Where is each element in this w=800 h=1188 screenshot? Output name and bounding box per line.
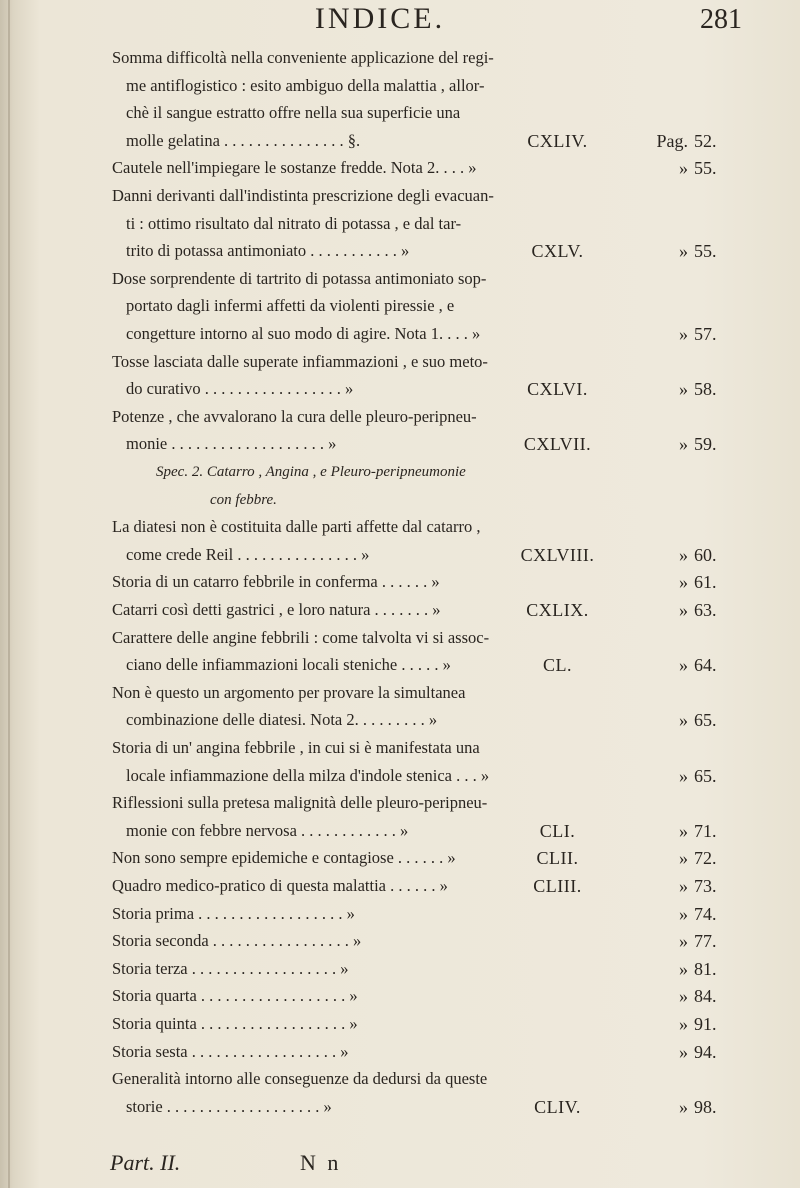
index-line [0,543,800,567]
index-line [0,1040,800,1064]
entry-text: Spec. 2. Catarro , Angina , e Pleuro-peripneumonie [156,464,466,480]
page-reference [650,156,740,180]
page-reference [650,957,740,981]
part-label: Part. II. [110,1150,181,1175]
paragraph-number: CL. [542,655,572,676]
page-value: 64. [694,655,717,676]
ditto-mark: » [679,986,688,1007]
index-line [0,791,800,815]
page-value: 61. [694,572,717,593]
index-line [0,736,800,760]
page-reference [650,432,740,456]
index-line [0,598,800,622]
entry-text: Somma difficoltà nella conveniente applicazione del regi- [112,48,494,67]
page-reference [650,984,740,1008]
paragraph-number: CXLVI. [527,379,588,400]
entry-text: locale infiammazione della milza d'indole stenica . . . » [126,765,490,785]
index-line [0,432,800,456]
ditto-mark: » [679,1014,688,1034]
paragraph-number: CLIV. [534,1096,581,1117]
page-reference [650,708,740,732]
page-value: 91. [694,1014,717,1034]
page-value: 84. [694,986,717,1007]
paragraph-number: CXLIV. [527,130,588,151]
page-value: 65. [694,765,717,786]
index-line [0,1095,800,1119]
section-heading-line [0,460,800,484]
page-reference [650,846,740,870]
entry-text: ti : ottimo risultato dal nitrato di potassa , e dal tar- [126,213,462,233]
ditto-mark: » [679,931,688,952]
entry-text: do curativo . . . . . . . . . . . . . . . . . » [126,379,354,399]
page-value: 55. [694,158,717,179]
entry-text: come crede Reil . . . . . . . . . . . . . . . » [126,544,370,564]
page-reference [650,322,740,346]
page-reference [650,1012,740,1036]
paragraph-number: CXLVIII. [520,544,595,565]
page-reference [650,239,740,263]
page-reference [650,929,740,953]
ditto-mark: » [679,324,688,344]
index-line [0,653,800,677]
page-reference [650,902,740,926]
entry-text: Storia terza . . . . . . . . . . . . . . . . . . » [112,958,349,978]
paragraph-number: CLIII. [533,876,582,896]
entry-text: Storia sesta . . . . . . . . . . . . . . . . . . » [112,1041,349,1061]
page-title: INDICE. [314,2,446,35]
index-line [0,267,800,291]
entry-text: Potenze , che avvalorano la cura delle pleuro-peripneu- [112,406,477,426]
page-value: 71. [694,820,717,841]
ditto-mark: » [679,434,688,455]
paragraph-number: CLII. [536,848,579,869]
page-reference [650,819,740,843]
index-line [0,929,800,953]
entry-text: Storia di un catarro febbrile in conferma . . . . . . » [112,572,440,592]
index-line [0,764,800,788]
entry-text: trito di potassa antimoniato . . . . . . . . . . . » [126,241,410,261]
page-value: 81. [694,958,717,979]
entry-text: monie . . . . . . . . . . . . . . . . . . . » [126,434,337,454]
index-line [0,405,800,429]
page-value: 72. [694,848,717,869]
index-line [0,156,800,180]
paragraph-number: CLI. [539,820,576,841]
entry-text: me antiflogistico : esito ambiguo della malattia , allor- [126,75,485,95]
entry-text: Storia di un' angina febbrile , in cui si è manifestata una [112,738,480,757]
index-line [0,570,800,594]
entry-text: portato dagli infermi affetti da violenti piressie , e [126,296,455,316]
page-value: 65. [694,710,717,731]
entry-text: Cautele nell'impiegare le sostanze fredde. Nota 2. . . . » [112,158,477,178]
entry-text: Quadro medico-pratico di questa malattia . . . . . . » [112,876,448,895]
index-line [0,350,800,374]
signature-mark: N n [300,1150,342,1175]
page-reference [650,570,740,594]
entry-text: storie . . . . . . . . . . . . . . . . . . . » [126,1096,332,1116]
page-reference [650,598,740,622]
index-line [0,46,800,70]
page-value: 77. [694,931,717,952]
index-line [0,322,800,346]
page-value: 57. [694,324,717,344]
ditto-mark: » [679,820,688,841]
index-line [0,101,800,125]
entry-text: Riflessioni sulla pretesa malignità delle pleuro-peripneu- [112,793,488,813]
section-heading-line [0,488,800,512]
page-reference [650,764,740,788]
ditto-mark: » [679,544,688,565]
ditto-mark: » [679,655,688,676]
page-value: 52. [694,130,717,151]
index-line [0,902,800,926]
entry-text: ciano delle infiammazioni locali steniche . . . . . » [126,655,451,675]
index-line [0,515,800,539]
page-value: 60. [694,544,717,565]
index-line [0,874,800,898]
index-line [0,377,800,401]
entry-text: Non sono sempre epidemiche e contagiose . . . . . . » [112,848,456,868]
index-line [0,239,800,263]
page-value: 98. [694,1096,717,1117]
ditto-mark: » [679,241,688,262]
entry-text: Dose sorprendente di tartrito di potassa antimoniato sop- [112,268,487,288]
entry-text: combinazione delle diatesi. Nota 2. . . . . . . . . » [126,710,438,730]
ditto-mark: » [679,710,688,731]
index-line [0,1067,800,1091]
ditto-mark: » [679,1041,688,1062]
ditto-mark: » [679,848,688,869]
page-reference [650,1040,740,1064]
entry-text: con febbre. [210,491,277,508]
page-reference [650,874,740,898]
entry-text: Storia quarta . . . . . . . . . . . . . . . . . . » [112,986,358,1006]
ditto-mark: » [679,600,688,620]
ditto-mark: » [679,379,688,400]
page-value: 74. [694,903,717,924]
index-line [0,212,800,236]
page-value: 94. [694,1041,717,1062]
ditto-mark: » [679,765,688,786]
entry-text: La diatesi non è costituita dalle parti affette dal catarro , [112,517,481,537]
ditto-mark: » [679,958,688,979]
index-line [0,1012,800,1036]
page-value: 59. [694,434,717,455]
ditto-mark: » [679,572,688,593]
page-reference [650,377,740,401]
entry-text: chè il sangue estratto offre nella sua superficie una [126,103,461,123]
ditto-mark: » [679,903,688,924]
entry-text: Storia seconda . . . . . . . . . . . . . . . . . » [112,931,362,951]
ditto-mark: » [679,158,688,179]
paragraph-number: CXLV. [531,241,584,262]
index-line [0,957,800,981]
page-value: 73. [694,876,717,896]
entry-text: Generalità intorno alle conseguenze da dedursi da queste [112,1069,488,1089]
page-reference [650,653,740,677]
ditto-mark: Pag. [656,130,688,151]
index-line [0,74,800,98]
index-line [0,846,800,870]
entry-text: Catarri così detti gastrici , e loro natura . . . . . . . » [112,600,441,619]
entry-text: congetture intorno al suo modo di agire. Nota 1. . . . » [126,324,481,343]
page-footer [0,1150,800,1180]
entry-text: Storia quinta . . . . . . . . . . . . . . . . . . » [112,1014,358,1033]
index-line [0,819,800,843]
ditto-mark: » [679,876,688,896]
entry-text: molle gelatina . . . . . . . . . . . . . . . §. [126,130,361,150]
page-value: 55. [694,241,717,262]
entry-text: Danni derivanti dall'indistinta prescrizione degli evacuan- [112,186,494,205]
paragraph-number: CXLIX. [526,600,589,620]
page-reference [650,543,740,567]
entry-text: Carattere delle angine febbrili : come talvolta vi si assoc- [112,627,490,647]
page-number: 281 [700,4,742,35]
entry-text: Storia prima . . . . . . . . . . . . . . . . . . » [112,903,355,923]
index-line [0,681,800,705]
paragraph-number: CXLVII. [523,434,592,455]
index-line [0,708,800,732]
index-line [0,984,800,1008]
entry-text: monie con febbre nervosa . . . . . . . . . . . . » [126,820,409,840]
page-value: 63. [694,600,717,620]
page-reference [650,1095,740,1119]
page-reference [650,129,740,153]
index-line [0,129,800,153]
entry-text: Tosse lasciata dalle superate infiammazioni , e suo meto- [112,351,488,371]
index-line [0,184,800,208]
ditto-mark: » [679,1096,688,1117]
page-value: 58. [694,379,717,400]
index-line [0,626,800,650]
index-line [0,294,800,318]
entry-text: Non è questo un argomento per provare la simultanea [112,682,466,702]
